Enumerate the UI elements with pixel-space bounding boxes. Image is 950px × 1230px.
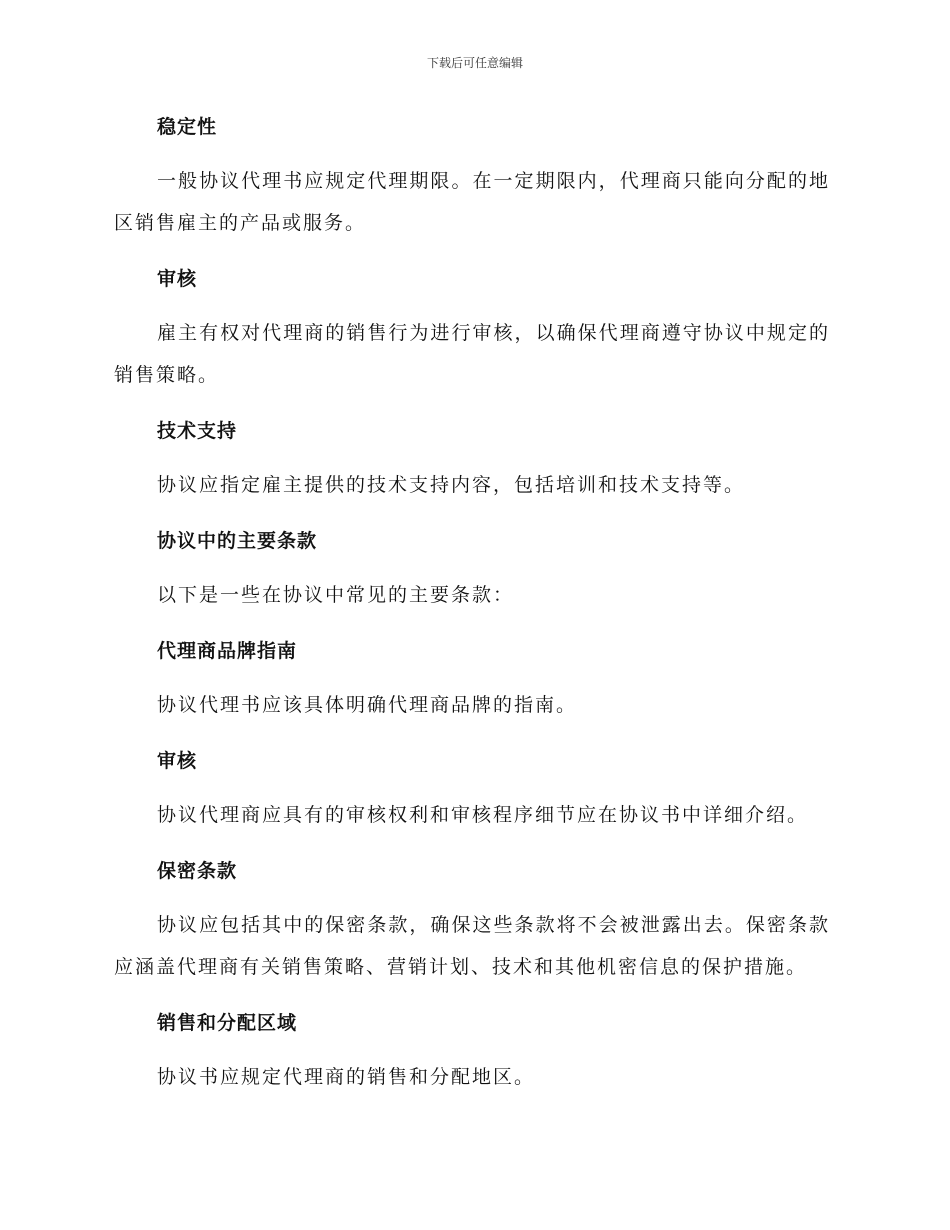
section-heading-confidentiality: 保密条款 xyxy=(157,860,238,882)
header-note: 下载后可任意编辑 xyxy=(426,56,523,70)
section-paragraph-brand-guide: 协议代理书应该具体明确代理商品牌的指南。 xyxy=(157,694,578,716)
section-heading-sales-region: 销售和分配区域 xyxy=(157,1012,298,1034)
section-paragraph-tech-support: 协议应指定雇主提供的技术支持内容，包括培训和技术支持等。 xyxy=(157,474,746,496)
section-heading-stability: 稳定性 xyxy=(157,116,218,138)
document-body xyxy=(114,112,830,1098)
section-heading-audit: 审核 xyxy=(157,268,198,290)
section-paragraph-audit: 雇主有权对代理商的销售行为进行审核，以确保代理商遵守协议中规定的销售策略。 xyxy=(114,322,830,386)
section-paragraph-audit-2: 协议代理商应具有的审核权利和审核程序细节应在协议书中详细介绍。 xyxy=(157,804,809,826)
section-heading-tech-support: 技术支持 xyxy=(157,420,238,442)
section-heading-main-terms: 协议中的主要条款 xyxy=(157,530,318,552)
section-heading-audit-2: 审核 xyxy=(157,750,198,772)
section-paragraph-sales-region: 协议书应规定代理商的销售和分配地区。 xyxy=(157,1066,536,1088)
section-paragraph-main-terms: 以下是一些在协议中常见的主要条款： xyxy=(157,584,515,606)
section-heading-brand-guide: 代理商品牌指南 xyxy=(157,640,298,662)
section-paragraph-stability: 一般协议代理书应规定代理期限。在一定期限内，代理商只能向分配的地区销售雇主的产品或服务。 xyxy=(114,170,830,234)
section-paragraph-confidentiality: 协议应包括其中的保密条款，确保这些条款将不会被泄露出去。保密条款应涵盖代理商有关销售策略、营销计划、技术和其他机密信息的保护措施。 xyxy=(114,914,830,978)
